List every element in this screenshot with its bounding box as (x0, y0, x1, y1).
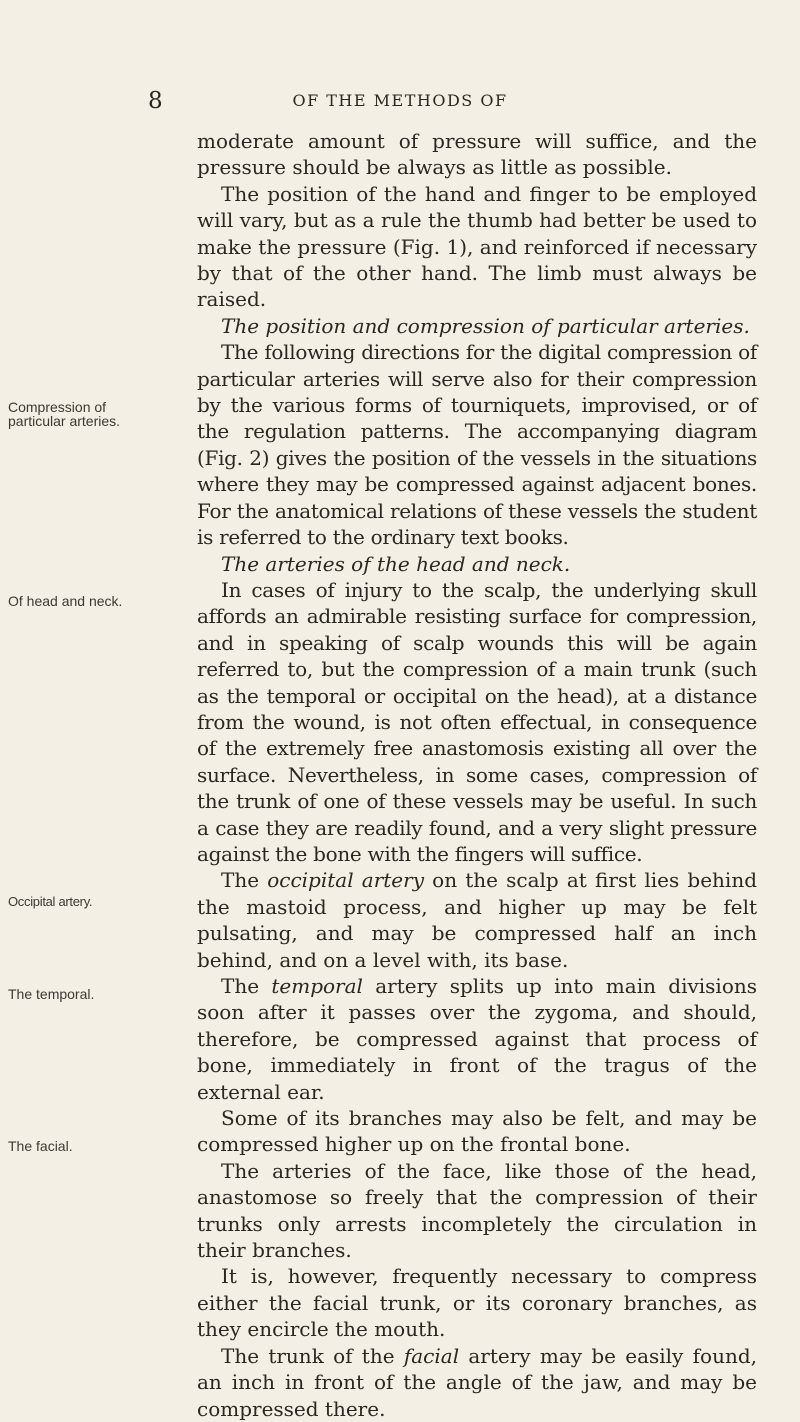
page-number: 8 (148, 88, 163, 114)
margin-note-compression: Compression of particular arteries. (8, 399, 121, 429)
paragraph-temporal: The temporal artery splits up into main divisions soon after it passes over the zygoma, and should, therefore, be compressed against that process of bone, immediately in front of the tragus of the external ear. (197, 974, 758, 1104)
paragraph-2: The position of the hand and finger to be employed will vary, but as a rule the thumb had better be used to make the pressure (Fig. 1), and reinforced if necessary by that of the other hand. The limb must always be raised. (197, 181, 757, 312)
paragraph-face: The arteries of the face, like those of the head, anastomose so freely that the compression of their trunks only arrests incompletely the circulation in their branches. (197, 1158, 757, 1263)
paragraph-3: The following directions for the digital compression of particular arteries will serve also for their compression by the various forms of tourniquets, improvised, or of the regulation patterns. The accompanying diagram (Fig. 2) gives the position of the vessels in the situations where they may be compressed against adjacent bones. For the anatomical relations of these vessels the student is referred to the ordinary text books. (197, 340, 757, 550)
section-heading-head-neck: The arteries of the head and neck. (221, 551, 571, 576)
margin-note-head-neck: Of head and neck. (8, 593, 123, 609)
margin-note-facial: The facial. (8, 1138, 73, 1154)
paragraph-facial: The trunk of the facial artery may be easily found, an inch in front of the angle of the jaw, and may be compressed there. (197, 1343, 757, 1421)
paragraph-branches: Some of its branches may also be felt, and may be compressed higher up on the frontal bone. (197, 1106, 757, 1157)
paragraph-facial-trunk: It is, however, frequently necessary to compress either the facial trunk, or its coronary branches, as they encircle the mouth. (197, 1264, 757, 1342)
paragraph-4: In cases of injury to the scalp, the underlying skull affords an admirable resisting surface for compression, and in speaking of scalp wounds this will be again referred to, but the compression of a main trunk (such as the temporal or occipital on the head), at a distance from the wound, is not often effectual, in consequence of the extremely free anastomosis existing all over the surface. Nevertheless, in some cases, compression of the trunk of one of these vessels may be useful. In such a case they are readily found, and a very slight pressure against the bone with the fingers will suffice. (197, 577, 757, 866)
page-header (0, 88, 800, 118)
section-heading-compression: The position and compression of particular arteries. (221, 313, 750, 338)
margin-note-occipital: Occipital artery. (8, 894, 93, 909)
running-title: OF THE METHODS OF (292, 91, 508, 110)
paragraph-occipital: The occipital artery on the scalp at first lies behind the mastoid process, and higher up may be felt pulsating, and may be compressed half an inch behind, and on a level with, its base. (197, 868, 757, 972)
margin-note-temporal: The temporal. (8, 986, 95, 1002)
paragraph-1: moderate amount of pressure will suffice, and the pressure should be always as little as possible. (197, 129, 757, 180)
body-text (197, 128, 757, 1422)
